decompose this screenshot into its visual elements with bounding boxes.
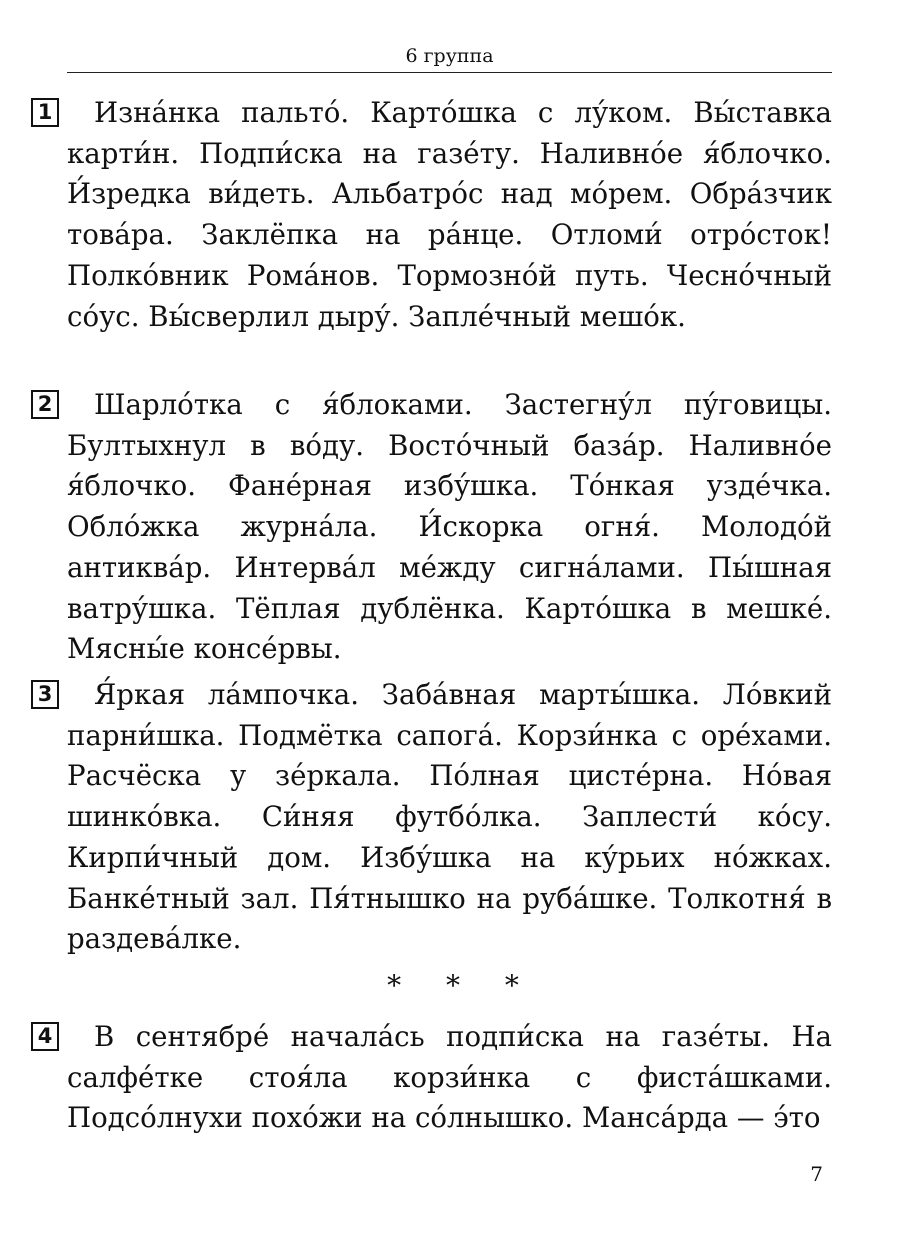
exercise-3 (37, 675, 832, 960)
section-separator: * * * (387, 969, 537, 1002)
exercise-text: Шарло́тка с я́блоками. Застегну́л пу́говицы. Бултыхнул в во́ду. Восто́чный база́р. Наливно́е я́блочко. Фане́рная избу́шка. То́нкая узде́чка. Обло́жка журна́ла. И́скорка огня́. Молодо́й антиква́р. Интерва́л ме́жду сигна́лами. Пы́шная ватру́шка. Тёплая дублёнка. Карто́шка в мешке́. Мясны́е консе́рвы. (67, 388, 832, 666)
exercise-text: Изна́нка пальто́. Карто́шка с лу́ком. Вы́ставка карти́н. Подпи́ска на газе́ту. Наливно́е я́блочко. И́зредка ви́деть. Альбатро́с над мо́рем. Обра́зчик това́ра. Заклёпка на ра́нце. Отломи́ отро́сток! Полко́вник Рома́нов. Тормозно́й путь. Чесно́чный со́ус. Вы́сверлил дыру́. Запле́чный мешо́к. (67, 96, 832, 333)
page-header (67, 40, 832, 73)
exercise-number-box: 4 (31, 1022, 59, 1051)
exercise-text: В сентябре́ начала́сь подпи́ска на газе́ты. На салфе́тке стоя́ла корзи́нка с фиста́шками. Подсо́лнухи похо́жи на со́лнышко. Манса́рда — э́то (67, 1020, 832, 1135)
exercise-number-box: 3 (31, 680, 59, 709)
exercise-4 (37, 1017, 832, 1139)
page-number: 7 (810, 1162, 823, 1186)
exercise-number-box: 1 (31, 98, 59, 127)
exercise-text: Я́ркая ла́мпочка. Заба́вная марты́шка. Ло́вкий парни́шка. Подмётка сапога́. Корзи́нка с оре́хами. Расчёска у зе́ркала. По́лная цисте́рна. Но́вая шинко́вка. Си́няя футбо́лка. Заплести́ ко́су. Кирпи́чный дом. Избу́шка на ку́рьих но́жках. Банке́тный зал. Пя́тнышко на руба́шке. Толкотня́ в раздева́лке. (67, 678, 832, 956)
exercise-1 (37, 93, 832, 337)
exercise-2 (37, 385, 832, 670)
section-title: 6 группа (405, 45, 494, 67)
exercise-number-box: 2 (31, 390, 59, 419)
